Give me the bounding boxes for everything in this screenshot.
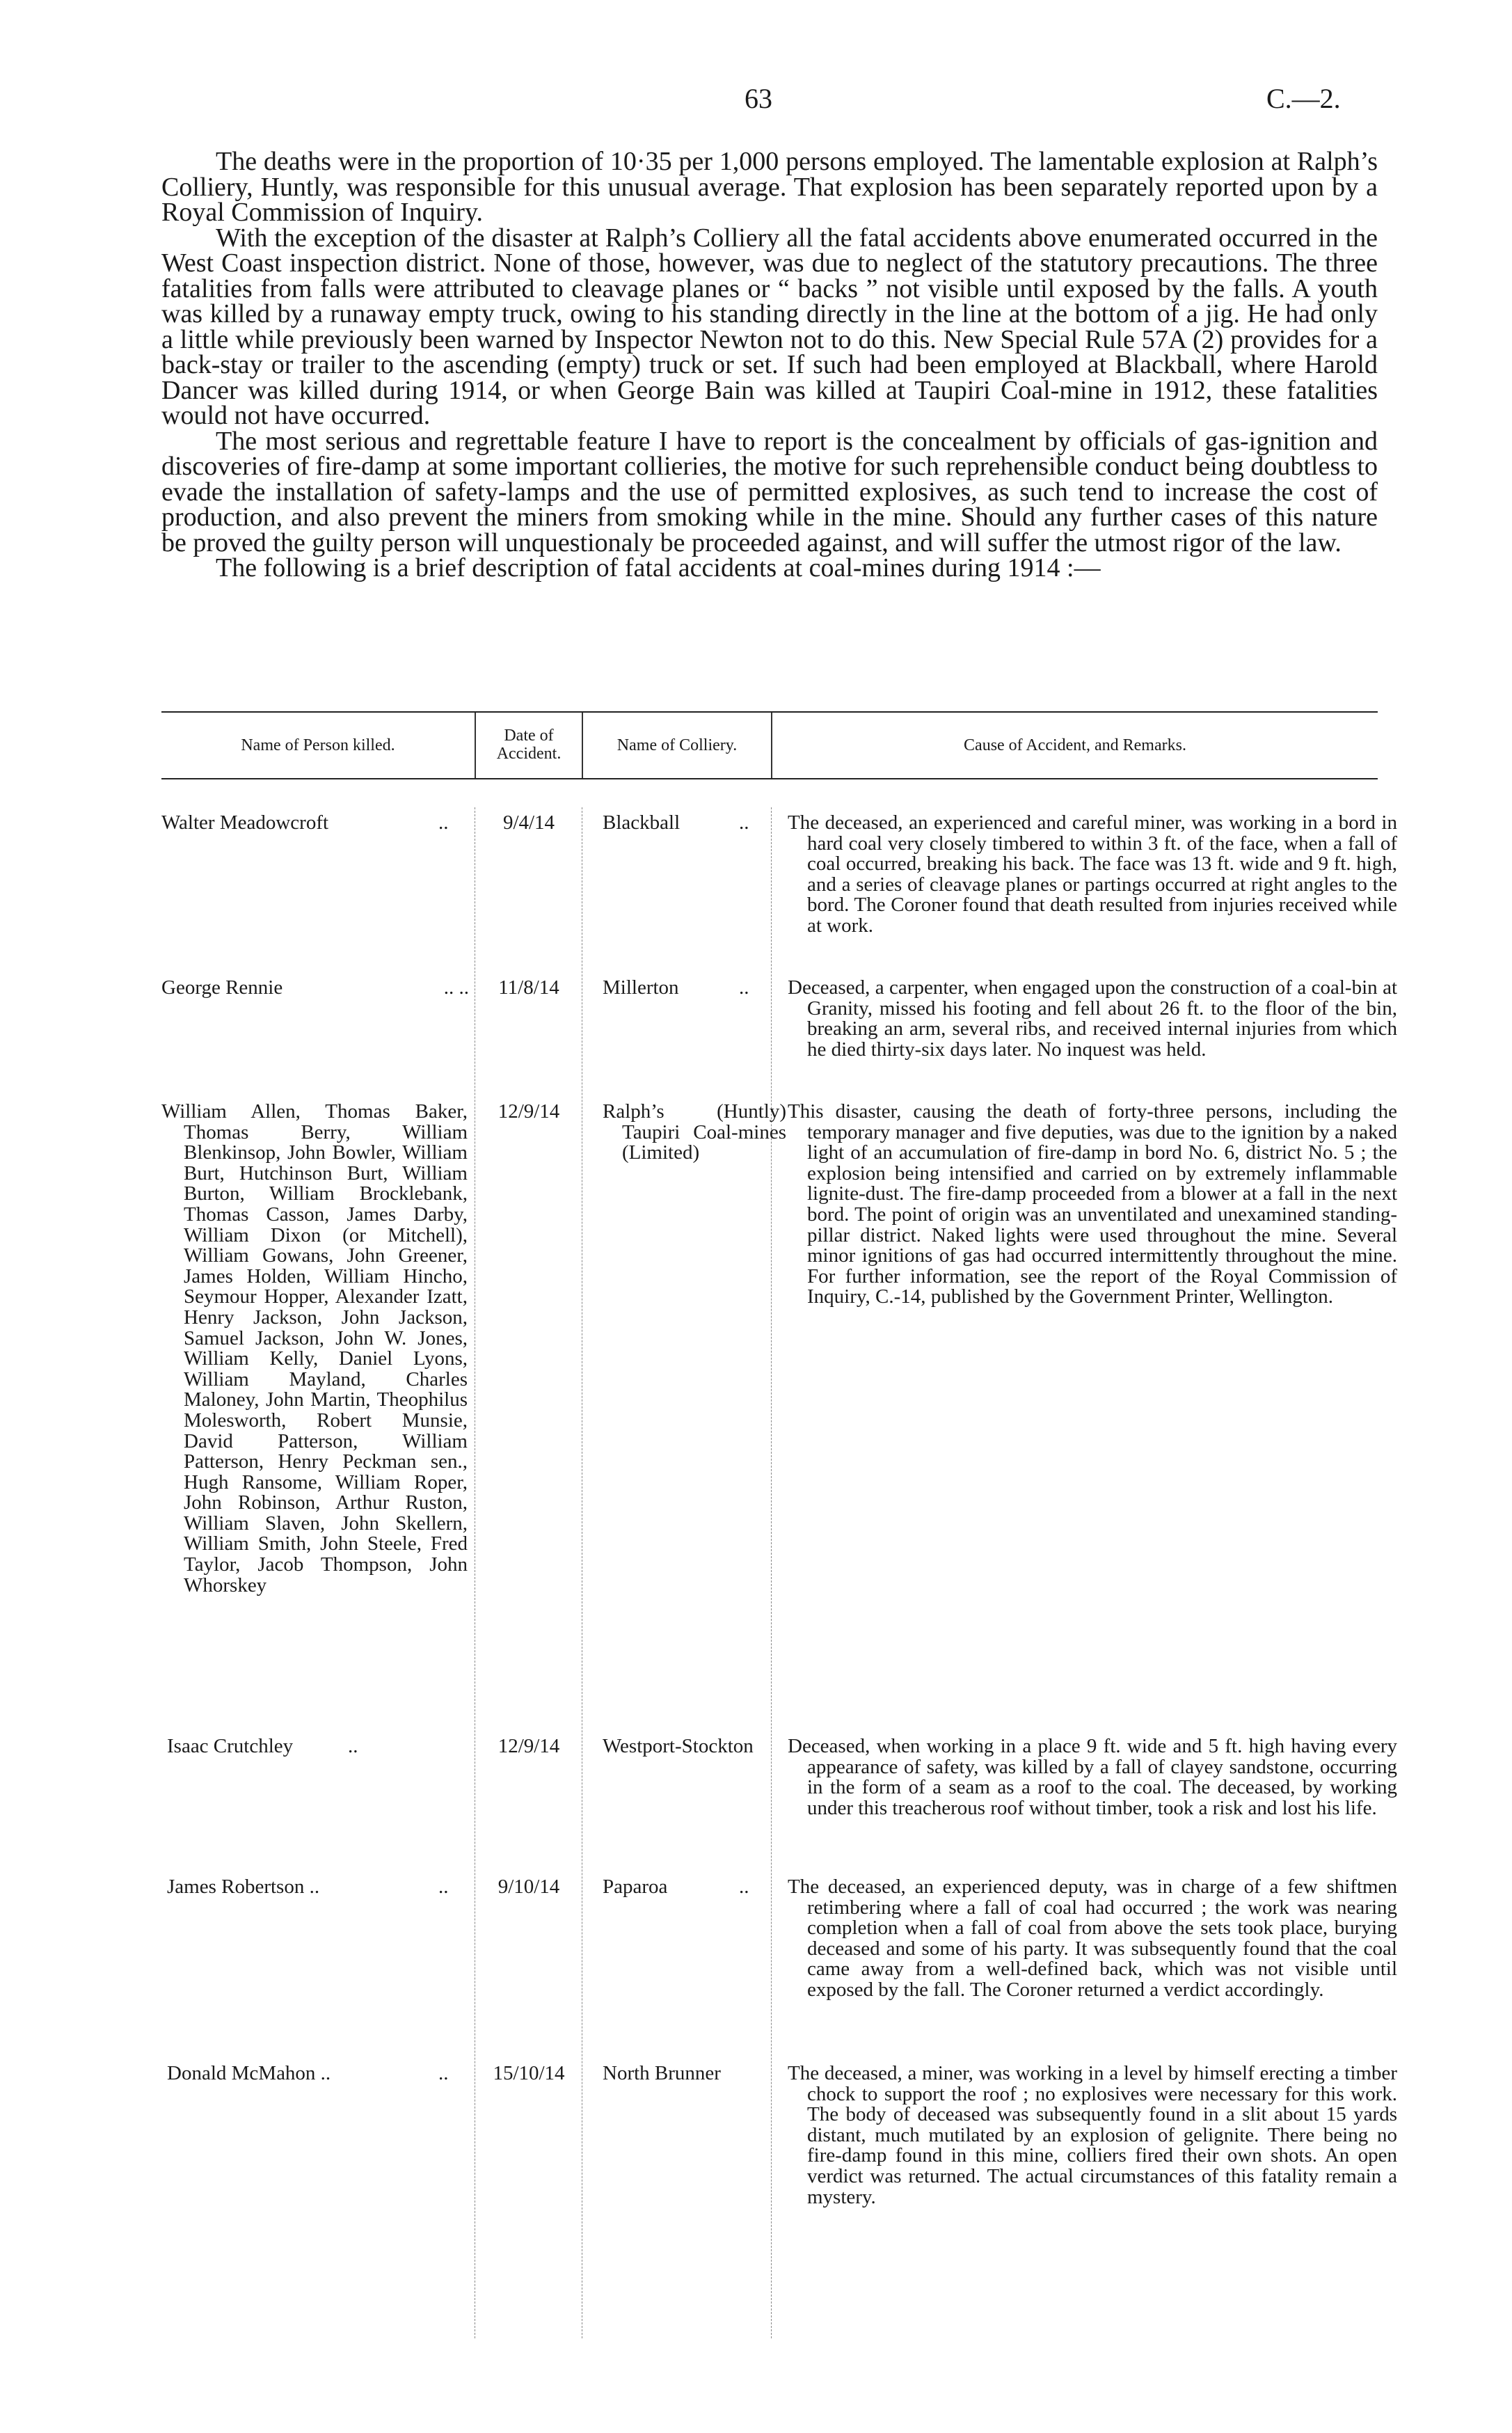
accident-date: 9/10/14 [498, 1876, 560, 1898]
table-top-rule [161, 711, 1378, 713]
header-date-line-2: Accident. [496, 745, 562, 763]
person-name: Walter Meadowcroft [161, 811, 329, 834]
accident-date: 15/10/14 [493, 2062, 565, 2084]
leader-dots: .. [739, 811, 749, 834]
paragraph-west-coast: With the exception of the disaster at Ralph’s Colliery all the fatal accidents above enumerated occurred in the West Coast inspection district. None of those, however, was due to neglect of the statutory precautions. The three fatalities from falls were attributed to cleavage planes or “ backs ” not visible until exposed by the falls. A youth was killed by a runaway empty truck, owing to his standing directly in the line at the bottom of a jig. He had only a little while previously been warned by Inspector Newton not to do this. New Special Rule 57A (2) provides for a back-stay or trailer to the ascending (empty) truck or set. If such had been employed at Blackball, where Harold Dancer was killed during 1914, or when George Bain was killed at Taupiri Coal-mine in 1912, these fatalities would not have occurred. [161, 223, 1378, 430]
paragraph-table-intro: The following is a brief description of fatal accidents at coal-mines during 1914 :— [216, 553, 1101, 583]
paragraph-concealment: The most serious and regrettable feature I have to report is the concealment by officials of gas-ignition and discoveries of fire-damp at some important collieries, the motive for such reprehensible conduct being doubtless to evade the installation of safety-lamps and the use of permitted explosives, as such tend to increase the cost of production, and also prevent the miners from smoking while in the mine. Should any further cases of this nature be proved the guilty person will unquestionaly be proceeded against, and will suffer the utmost rigor of the law. [161, 426, 1378, 557]
accident-date: 9/4/14 [502, 811, 555, 834]
person-name: Isaac Crutchley [167, 1735, 294, 1757]
accident-remarks: The deceased, an experienced deputy, was in charge of a few shiftmen retimbering where a fall of coal had occurred ; the work was nearing completion when a fall of coal from above the sets took place, burying deceased and some of his party. It was subsequently found that the coal came away from a well-defined back, which was not visible until exposed by the fall. The Coroner returned a verdict accordingly. [788, 1876, 1397, 2001]
colliery-name: Millerton [603, 976, 679, 999]
leader-dots: .. [438, 2062, 449, 2084]
column-guide [771, 807, 772, 2338]
page-number: 63 [745, 83, 772, 114]
colliery-name: Paparoa [603, 1876, 668, 1898]
person-names-list [161, 1102, 468, 1596]
leader-dots: .. .. [443, 976, 469, 999]
leader-dots: .. [438, 1876, 449, 1898]
person-name: George Rennie [161, 976, 283, 999]
paragraph-deaths-proportion: The deaths were in the proportion of 10·35 per 1,000 persons employed. The lamentable explosion at Ralph’s Colliery, Huntly, was responsible for this unusual average. That explosion has been separately reported upon by a Royal Commission of Inquiry. [161, 147, 1378, 227]
person-name: James Robertson .. [167, 1876, 320, 1898]
colliery-name: North Brunner [603, 2062, 721, 2084]
accident-date: 11/8/14 [498, 976, 559, 999]
table-header-rule [161, 778, 1378, 779]
accident-remarks: The deceased, a miner, was working in a level by himself erecting a timber chock to support the roof ; no explosives were necessary for this work. The body of deceased was subsequently found in a slit about 15 yards distant, much mutilated by an explosion of gelignite. There being no fire-damp found in this mine, colliers fired their own shots. An open verdict was returned. The actual circumstances of this fatality remain a mystery. [788, 2062, 1397, 2208]
header-date-line-1: Date of [504, 727, 554, 745]
header-date-of-accident [476, 727, 582, 763]
leader-dots: .. [438, 811, 449, 834]
report-body-text [161, 149, 1378, 581]
accident-remarks: The deceased, an experienced and careful miner, was working in a bord in hard coal very closely timbered to within 3 ft. of the face, when a fall of coal occurred, breaking his back. The face was 13 ft. wide and 9 ft. high, and a series of cleavage planes or partings occurred at right angles to the bord. The Coroner found that death resulted from injuries received while at work. [788, 811, 1397, 937]
colliery-name: Ralph’s (Huntly) Taupiri Coal-mines (Limited) [603, 1100, 786, 1164]
leader-dots: .. [739, 976, 749, 999]
header-name-of-colliery: Name of Colliery. [616, 736, 738, 754]
document-reference: C.—2. [1266, 83, 1341, 114]
accident-date: 12/9/14 [498, 1100, 560, 1123]
leader-dots: .. [739, 1876, 749, 1898]
header-cause-remarks: Cause of Accident, and Remarks. [964, 736, 1186, 754]
accident-remarks: Deceased, a carpenter, when engaged upon the construction of a coal-bin at Granity, missed his footing and fell about 26 ft. to the floor of the bin, breaking an arm, several ribs, and received internal injuries from which he died thirty-six days later. No inquest was held. [788, 976, 1397, 1061]
person-name: Donald McMahon .. [167, 2062, 331, 2084]
colliery-name: Westport-Stockton [603, 1735, 754, 1757]
accident-remarks: This disaster, causing the death of forty-three persons, including the temporary manager and five deputies, was due to the ignition by a naked light of an accumulation of fire-damp in bord No. 6, district No. 5 ; the explosion being intensified and carried on by extremely inflammable lignite-dust. The fire-damp proceeded from a blower at a fall in the next bord. The point of origin was an unventilated and unexamined standing-pillar district. Naked lights were used throughout the mine. Several minor ignitions of gas had occurred intermittently throughout the mine. For further information, see the report of the Royal Commission of Inquiry, C.-14, published by the Government Printer, Wellington. [788, 1100, 1397, 1308]
accident-remarks: Deceased, when working in a place 9 ft. wide and 5 ft. high having every appearance of safety, was killed by a fall of clayey sandstone, occurring in the form of a seam as a roof to the coal. The deceased, by working under this treacherous roof without timber, took a risk and lost his life. [788, 1735, 1397, 1819]
colliery-name: Blackball [603, 811, 681, 834]
person-names: William Allen, Thomas Baker, Thomas Berry, William Blenkinsop, John Bowler, William Burt, Hutchinson Burt, William Burton, William Brocklebank, Thomas Casson, James Darby, William Dixon (or Mitchell), William Gowans, John Greener, James Holden, William Hincho, Seymour Hopper, Alexander Izatt, Henry Jackson, John Jackson, Samuel Jackson, John W. Jones, William Kelly, Daniel Lyons, William Mayland, Charles Maloney, John Martin, Theophilus Molesworth, Robert Munsie, David Patterson, William Patterson, Henry Peckman sen., Hugh Ransome, William Roper, John Robinson, Arthur Ruston, William Slaven, John Skellern, William Smith, John Steele, Fred Taylor, Jacob Thompson, John Whorskey [161, 1100, 468, 1596]
header-name-of-person: Name of Person killed. [241, 736, 395, 754]
leader-dots: .. [348, 1735, 358, 1757]
accident-date: 12/9/14 [498, 1735, 560, 1757]
